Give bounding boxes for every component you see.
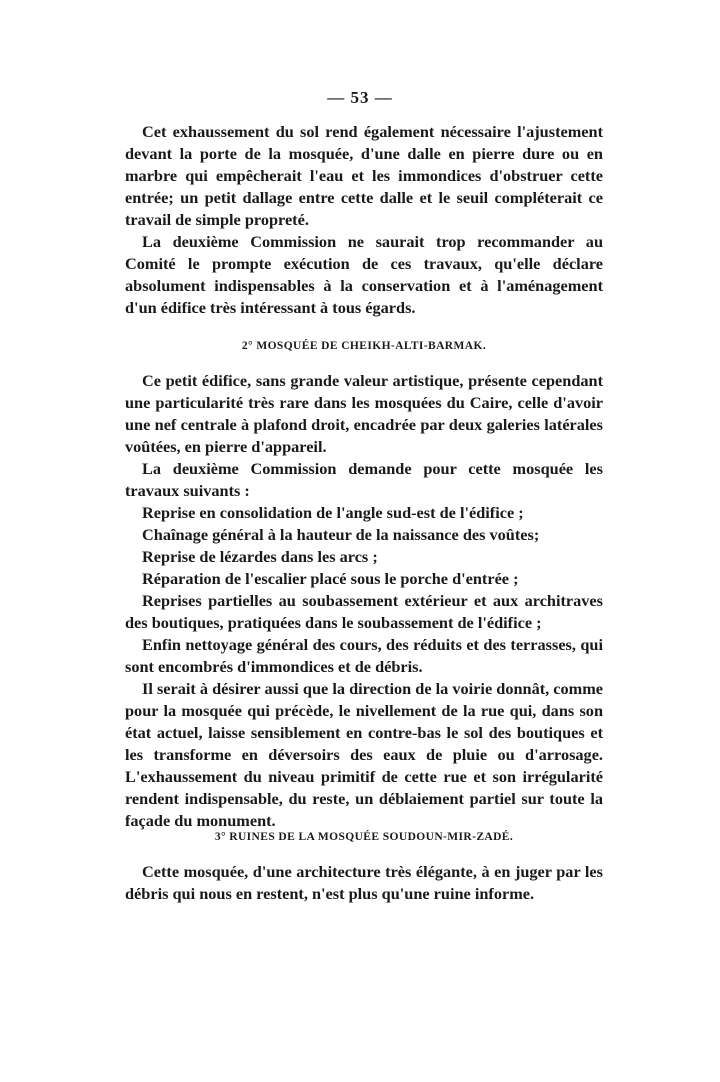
section-3-text xyxy=(125,861,603,905)
work-item: Enfin nettoyage général des cours, des réduits et des terrasses, qui sont encombrés d'immondices et de débris. xyxy=(125,635,603,676)
paragraph: La deuxième Commission demande pour cette mosquée les travaux suivants : xyxy=(125,459,603,500)
section-2-text xyxy=(125,370,603,832)
work-item: Chaînage général à la hauteur de la naissance des voûtes; xyxy=(142,525,540,544)
section-heading-cheikh-alti-barmak: 2° MOSQUÉE DE CHEIKH-ALTI-BARMAK. xyxy=(241,340,487,352)
paragraph: Cette mosquée, d'une architecture très élégante, à en juger par les débris qui nous en restent, n'est plus qu'une ruine informe. xyxy=(125,862,603,903)
section-1-text xyxy=(125,121,603,319)
work-item: Réparation de l'escalier placé sous le porche d'entrée ; xyxy=(142,569,519,588)
paragraph: La deuxième Commission ne saurait trop recommander au Comité le prompte exécution de ces travaux, qu'elle déclare absolument indispensables à la conservation et à l'aménagement d'un édifice très intéressant à tous égards. xyxy=(125,232,603,317)
work-item: Reprises partielles au soubassement extérieur et aux architraves des boutiques, pratiquées dans le soubassement de l'édifice ; xyxy=(125,591,603,632)
work-item: Reprise de lézardes dans les arcs ; xyxy=(142,547,378,566)
page-number: — 53 — xyxy=(327,88,393,107)
work-item: Reprise en consolidation de l'angle sud-est de l'édifice ; xyxy=(142,503,524,522)
paragraph: Cet exhaussement du sol rend également nécessaire l'ajustement devant la porte de la mosquée, d'une dalle en pierre dure ou en marbre qui empêcherait l'eau et les immondices d'obstruer cette entrée; un petit dallage entre cette dalle et le seuil compléterait ce travail de simple propreté. xyxy=(125,122,603,229)
paragraph: Il serait à désirer aussi que la direction de la voirie donnât, comme pour la mosquée qui précède, le nivellement de la rue qui, dans son état actuel, laisse sensiblement en contre-bas le sol des boutiques et les transforme en déversoirs des eaux de pluie ou d'arrosage. L'exhaussement du niveau primitif de cette rue et son irrégularité rendent indispensable, du reste, un déblaiement partiel sur toute la façade du monument. xyxy=(125,679,603,830)
section-heading-soudoun-mir-zade: 3° RUINES DE LA MOSQUÉE SOUDOUN-MIR-ZADÉ. xyxy=(214,831,514,843)
paragraph: Ce petit édifice, sans grande valeur artistique, présente cependant une particularité très rare dans les mosquées du Caire, celle d'avoir une nef centrale à plafond droit, encadrée par deux galeries latérales voûtées, en pierre d'appareil. xyxy=(125,371,603,456)
